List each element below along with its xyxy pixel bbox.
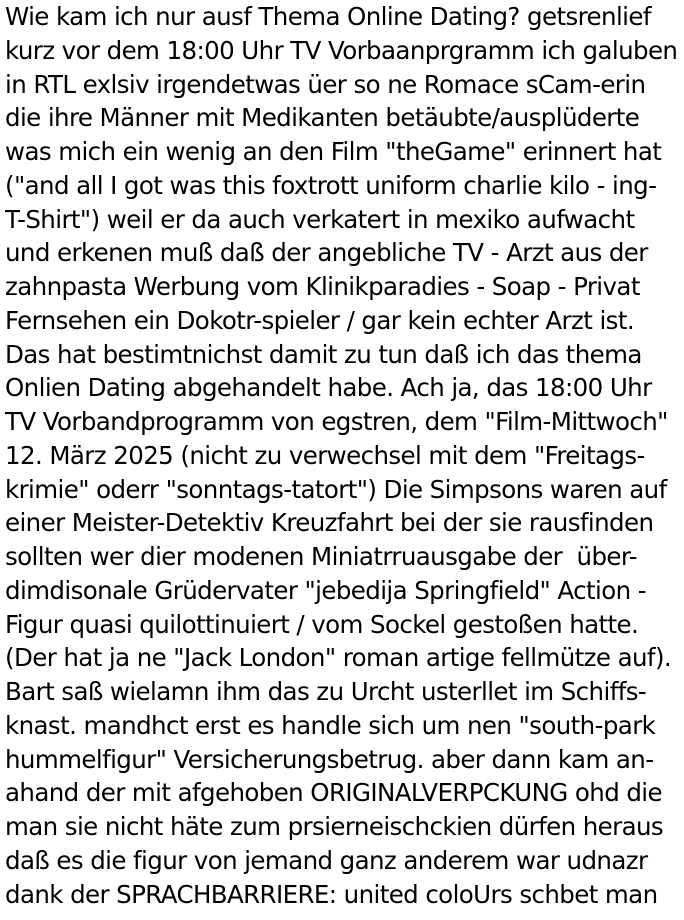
text-line: einer Meister-Detektiv Kreuzfahrt bei der sie rausfinden	[5, 508, 654, 538]
text-line: zahnpasta Werbung vom Klinikparadies - Soap - Privat	[5, 272, 640, 301]
text-line: Das hat bestimtnichst damit zu tun daß ich das thema	[5, 339, 642, 369]
text-line: kurz vor dem 18:00 Uhr TV Vorbaanprgramm ich galuben	[5, 35, 678, 65]
text-line: und erkenen muß daß der angebliche TV - Arzt aus der	[5, 238, 648, 268]
text-line: ahand der mit afgehoben ORIGINALVERPCKUNG ohd die	[5, 778, 662, 808]
text-line: Figur quasi quilottinuiert / vom Sockel gestoßen hatte.	[5, 609, 639, 639]
text-line: krimie" oderr "sonntags-tatort") Die Simpsons waren auf	[5, 474, 667, 504]
text-line: ("and all I got was this foxtrott uniform charlie kilo - ing-	[5, 170, 657, 200]
text-line: Bart saß wielamn ihm das zu Urcht usterllet im Schiffs-	[5, 677, 647, 706]
text-line: man sie nicht häte zum prsierneischckien dürfen heraus	[5, 812, 664, 841]
text-line: Onlien Dating abgehandelt habe. Ach ja, das 18:00 Uhr	[5, 373, 652, 403]
text-line: Wie kam ich nur ausf Thema Online Dating? getsrenlief	[5, 2, 651, 31]
text-line: dank der SPRACHBARRIERE: united coloUrs schbet man	[5, 879, 658, 909]
text-line: was mich ein wenig an den Film "theGame" erinnert hat	[5, 137, 662, 166]
text-line: daß es die figur von jemand ganz anderem war udnazr	[5, 845, 648, 875]
text-line: TV Vorbandprogramm von egstren, dem "Film-Mittwoch"	[5, 407, 668, 436]
text-line: T-Shirt") weil er da auch verkatert in mexiko aufwacht	[5, 204, 635, 234]
text-line: sollten wer dier modenen Miniatrruausgabe der über-	[5, 542, 638, 571]
text-line: dimdisonale Grüdervater "jebedija Springfield" Action -	[5, 575, 646, 605]
text-line: in RTL exlsiv irgendetwas üer so ne Romace sCam-erin	[5, 69, 646, 99]
text-line: Fernsehen ein Dokotr-spieler / gar kein echter Arzt ist.	[5, 305, 635, 335]
text-line: knast. mandhct erst es handle sich um nen "south-park	[5, 710, 656, 740]
document-text-block	[5, 0, 684, 911]
text-line: 12. März 2025 (nicht zu verwechsel mit dem "Freitags-	[5, 440, 645, 470]
text-line: die ihre Männer mit Medikanten betäubte/ausplüderte	[5, 103, 640, 133]
text-line: hummelfigur" Versicherungsbetrug. aber dann kam an-	[5, 744, 654, 774]
text-line: (Der hat ja ne "Jack London" roman artige fellmütze auf).	[5, 643, 672, 673]
